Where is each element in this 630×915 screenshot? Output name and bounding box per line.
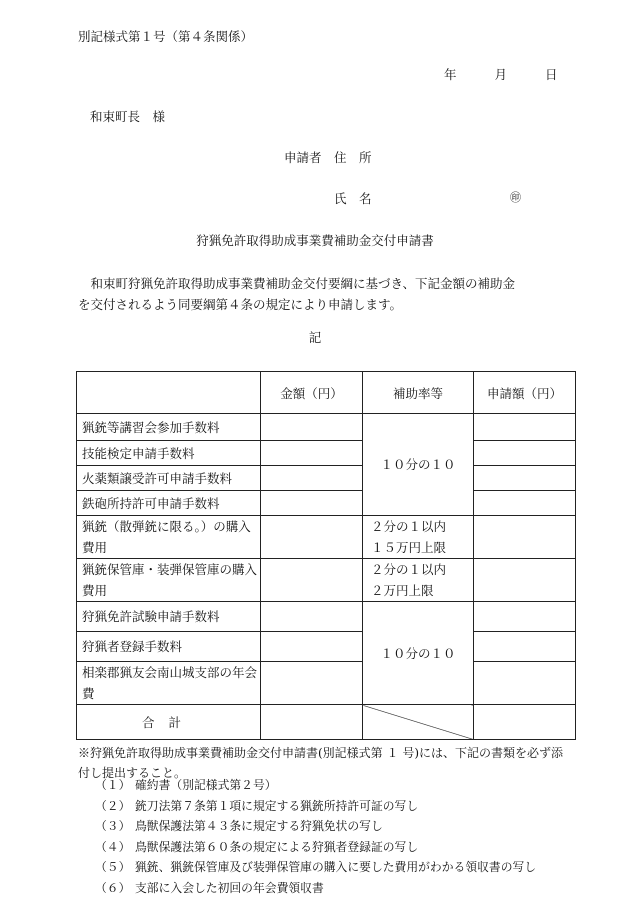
note-line: 付し提出すること。 <box>78 766 187 780</box>
list-item <box>95 821 536 842</box>
amount-cell[interactable] <box>261 491 363 516</box>
amount-cell[interactable] <box>261 559 363 602</box>
table-row <box>77 516 576 559</box>
item-label: 狩猟免許試験申請手数料 <box>77 602 261 632</box>
amount-cell[interactable] <box>261 414 363 441</box>
item-label: 技能検定申請手数料 <box>77 441 261 466</box>
list-item <box>95 780 536 801</box>
subsidy-table <box>76 371 576 740</box>
request-cell[interactable] <box>474 491 576 516</box>
note-line: ※狩猟免許取得助成事業費補助金交付申請書(別記様式第 １ 号)には、下記の書類を必ず添 <box>78 746 563 760</box>
list-number: （５） <box>95 860 131 875</box>
request-cell[interactable] <box>474 632 576 662</box>
request-cell[interactable] <box>474 466 576 491</box>
request-cell[interactable] <box>474 414 576 441</box>
item-label: 火薬類譲受許可申請手数料 <box>77 466 261 491</box>
submission-note <box>78 743 578 783</box>
total-amount-cell[interactable] <box>261 705 363 740</box>
list-item <box>95 839 536 863</box>
table-total-row <box>77 705 576 740</box>
item-label: 猟銃（散弾銃に限る。）の購入費用 <box>77 516 261 559</box>
list-item <box>95 862 536 883</box>
rate-cell <box>363 516 474 559</box>
body-line: を交付されるよう同要綱第４条の規定により申請します。 <box>78 297 403 312</box>
amount-cell[interactable] <box>261 516 363 559</box>
amount-cell[interactable] <box>261 441 363 466</box>
date-month: 月 <box>494 67 507 82</box>
request-cell[interactable] <box>474 602 576 632</box>
list-item <box>95 798 536 822</box>
list-text: 鳥獣保護法第６０条の規定による狩猟者登録証の写し <box>135 839 419 854</box>
list-text: 支部に入会した初回の年会費領収書 <box>135 880 324 895</box>
rate-line: ２万円上限 <box>371 583 434 598</box>
rate-cell: １０分の１０ <box>363 414 474 516</box>
list-text: 銃刀法第７条第１項に規定する猟銃所持許可証の写し <box>135 798 419 813</box>
table-row <box>77 414 576 441</box>
header-request: 申請額（円） <box>474 372 576 414</box>
total-label: 合計 <box>77 705 261 740</box>
item-label: 猟銃等講習会参加手数料 <box>77 414 261 441</box>
body-paragraph <box>78 273 556 315</box>
header-rate: 補助率等 <box>363 372 474 414</box>
request-cell[interactable] <box>474 559 576 602</box>
amount-cell[interactable] <box>261 602 363 632</box>
applicant-name-label: 氏 名 <box>334 191 372 206</box>
list-text: 鳥獣保護法第４３条に規定する狩猟免状の写し <box>135 819 383 834</box>
total-rate-crossed-cell <box>363 705 474 740</box>
list-number: （１） <box>95 778 131 792</box>
required-documents-list <box>95 780 536 904</box>
amount-cell[interactable] <box>261 466 363 491</box>
amount-cell[interactable] <box>261 632 363 662</box>
table-row <box>77 602 576 632</box>
list-text: 確約書（別記様式第２号） <box>135 778 277 792</box>
date-line <box>444 69 557 82</box>
request-cell[interactable] <box>474 662 576 705</box>
list-number: （２） <box>95 798 131 813</box>
table-row <box>77 491 576 516</box>
table-row <box>77 632 576 662</box>
table-row <box>77 559 576 602</box>
list-text: 猟銃、猟銃保管庫及び装弾保管庫の購入に要した費用がわかる領収書の写し <box>135 860 537 875</box>
amount-cell[interactable] <box>261 662 363 705</box>
date-day: 日 <box>544 67 558 82</box>
form-number: 別記様式第１号（第４条関係） <box>78 29 254 44</box>
ki-heading: 記 <box>308 330 322 345</box>
rate-cell <box>363 559 474 602</box>
addressee: 和束町長 様 <box>90 109 166 124</box>
applicant-address-label: 申請者 住 所 <box>284 150 372 165</box>
rate-line: １５万円上限 <box>371 540 447 555</box>
list-number: （４） <box>95 839 131 854</box>
list-item <box>95 880 536 904</box>
rate-line: ２分の１以内 <box>371 562 447 577</box>
body-line: 和束町狩猟免許取得助成事業費補助金交付要綱に基づき、下記金額の補助金 <box>78 276 516 291</box>
document-title: 狩猟免許取得助成事業費補助金交付申請書 <box>196 233 434 248</box>
header-amount: 金額（円） <box>261 372 363 414</box>
table-row <box>77 662 576 705</box>
list-number: （６） <box>95 880 131 895</box>
table-row <box>77 441 576 466</box>
header-item <box>77 372 261 414</box>
rate-line: ２分の１以内 <box>371 519 447 534</box>
list-number: （３） <box>95 819 131 834</box>
rate-cell: １０分の１０ <box>363 602 474 705</box>
request-cell[interactable] <box>474 441 576 466</box>
item-label: 鉄砲所持許可申請手数料 <box>77 491 261 516</box>
table-row <box>77 466 576 491</box>
seal-mark: ㊞ <box>510 191 521 204</box>
item-label: 猟銃保管庫・装弾保管庫の購入費用 <box>77 559 261 602</box>
request-cell[interactable] <box>474 516 576 559</box>
item-label: 狩猟者登録手数料 <box>77 632 261 662</box>
date-year: 年 <box>444 67 457 82</box>
item-label: 相楽郡猟友会南山城支部の年会費 <box>77 662 261 705</box>
total-request-cell[interactable] <box>474 705 576 740</box>
table-header-row <box>77 372 576 414</box>
